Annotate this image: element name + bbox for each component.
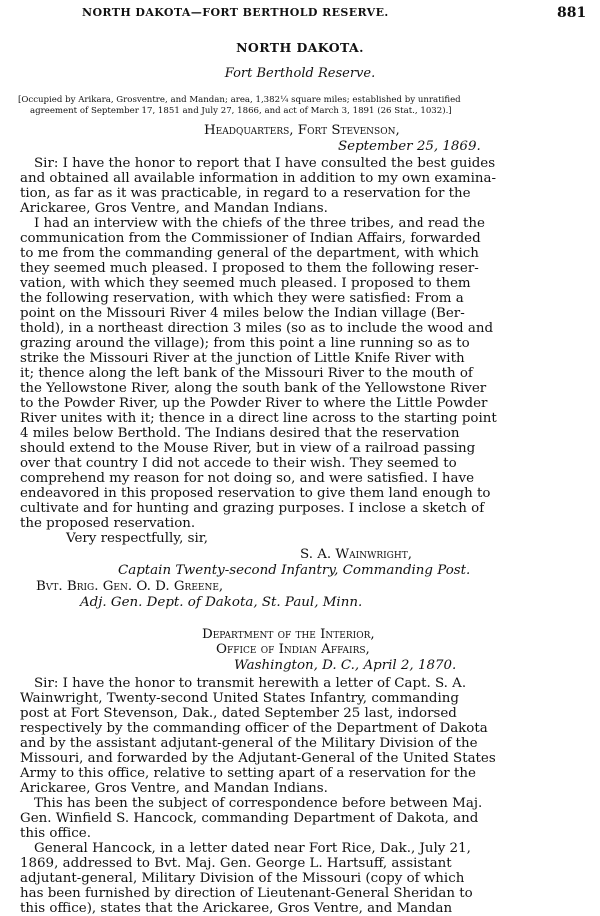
- letter1-line: 4 miles below Berthold. The Indians desired that the reservation: [20, 426, 460, 441]
- letter2-line: and by the assistant adjutant-general of the Military Division of the: [20, 736, 478, 751]
- letter1-line: River unites with it; thence in a direct line across to the starting point: [20, 411, 497, 426]
- letter1-line: cultivate and for hunting and grazing purposes. I inclose a sketch of: [20, 501, 485, 516]
- section-subtitle: Fort Berthold Reserve.: [224, 66, 376, 81]
- letter1-line: comprehend my reason for not doing so, and were satisfied. I have: [20, 471, 474, 486]
- letter2-line: Sir: I have the honor to transmit herewith a letter of Capt. S. A.: [34, 676, 467, 691]
- letter1-signer-title: Captain Twenty-second Infantry, Commanding Post.: [118, 563, 471, 578]
- letter2-line: 1869, addressed to Bvt. Maj. Gen. George L. Hartsuff, assistant: [20, 856, 452, 871]
- letter1-line: to me from the commanding general of the department, with which: [20, 246, 479, 261]
- letter2-line: this office), states that the Arickaree, Gros Ventre, and Mandan: [20, 901, 453, 916]
- letter1-addressee-title: Adj. Gen. Dept. of Dakota, St. Paul, Minn.: [80, 595, 363, 610]
- letter1-line: I had an interview with the chiefs of the three tribes, and read the: [34, 216, 485, 231]
- letter1-line: should extend to the Mouse River, but in view of a railroad passing: [20, 441, 476, 456]
- letter1-line: point on the Missouri River 4 miles below the Indian village (Ber-: [20, 306, 465, 321]
- letter1-line: to the Powder River, up the Powder River to where the Little Powder: [20, 396, 488, 411]
- letter1-line: Sir: I have the honor to report that I have consulted the best guides: [34, 156, 496, 171]
- letter2-line: Army to this office, relative to setting apart of a reservation for the: [20, 766, 476, 781]
- letter1-line: tion, as far as it was practicable, in regard to a reservation for the: [20, 186, 471, 201]
- letter1-line: thold), in a northeast direction 3 miles (so as to include the wood and: [20, 321, 494, 336]
- letter1-line: communication from the Commissioner of Indian Affairs, forwarded: [20, 231, 481, 246]
- letter2-line: has been furnished by direction of Lieutenant-General Sheridan to: [20, 886, 473, 901]
- letter1-line: vation, with which they seemed much pleased. I proposed to them: [20, 276, 471, 291]
- letter1-line: the Yellowstone River, along the south bank of the Yellowstone River: [20, 381, 487, 396]
- letter1-line: over that country I did not accede to their wish. They seemed to: [20, 456, 457, 471]
- letter2-line: post at Fort Stevenson, Dak., dated September 25 last, indorsed: [20, 706, 457, 721]
- letter2-line: Arickaree, Gros Ventre, and Mandan Indians.: [20, 781, 328, 796]
- letter1-addressee: Bvt. Brig. Gen. O. D. Greene,: [36, 579, 224, 594]
- letter1-line: strike the Missouri River at the junction of Little Knife River with: [20, 351, 465, 366]
- letter1-signer: S. A. Wainwright,: [300, 547, 412, 562]
- letter2-line: Gen. Winfield S. Hancock, commanding Department of Dakota, and: [20, 811, 479, 826]
- letter2-line: This has been the subject of correspondence before between Maj.: [34, 796, 483, 811]
- letter1-line: Arickaree, Gros Ventre, and Mandan Indians.: [20, 201, 328, 216]
- letter2-heading: Department of the Interior,: [202, 627, 375, 642]
- letter1-date: September 25, 1869.: [338, 139, 481, 154]
- letter2-line: respectively by the commanding officer of the Department of Dakota: [20, 721, 488, 736]
- letter2-heading: Office of Indian Affairs,: [216, 642, 370, 657]
- letter1-line: and obtained all available information in addition to my own examina-: [20, 171, 497, 186]
- section-title: NORTH DAKOTA.: [236, 40, 364, 55]
- running-title: NORTH DAKOTA—FORT BERTHOLD RESERVE.: [82, 6, 389, 19]
- letter2-line: this office.: [20, 826, 91, 841]
- letter1-heading: Headquarters, Fort Stevenson,: [204, 123, 400, 138]
- letter1-closing: Very respectfully, sir,: [66, 531, 208, 546]
- letter1-line: grazing around the village); from this point a line running so as to: [20, 336, 470, 351]
- page-number: 881: [557, 5, 587, 21]
- letter1-line: endeavored in this proposed reservation to give them land enough to: [20, 486, 491, 501]
- editorial-note-line: [Occupied by Arikara, Grosventre, and Mandan; area, 1,382¼ square miles; established by unratified: [18, 95, 461, 105]
- letter1-line: the following reservation, with which they were satisfied: From a: [20, 291, 464, 306]
- letter2-line: Wainwright, Twenty-second United States Infantry, commanding: [20, 691, 459, 706]
- letter1-line: they seemed much pleased. I proposed to them the following reser-: [20, 261, 479, 276]
- letter2-date: Washington, D. C., April 2, 1870.: [234, 658, 457, 673]
- letter1-line: the proposed reservation.: [20, 516, 196, 531]
- letter2-line: Missouri, and forwarded by the Adjutant-General of the United States: [20, 751, 496, 766]
- letter2-line: adjutant-general, Military Division of the Missouri (copy of which: [20, 871, 465, 886]
- letter2-line: General Hancock, in a letter dated near Fort Rice, Dak., July 21,: [34, 841, 471, 856]
- editorial-note-line: agreement of September 17, 1851 and July 27, 1866, and act of March 3, 1891 (26 Stat., 1032).]: [30, 106, 452, 116]
- letter1-line: it; thence along the left bank of the Missouri River to the mouth of: [20, 366, 473, 381]
